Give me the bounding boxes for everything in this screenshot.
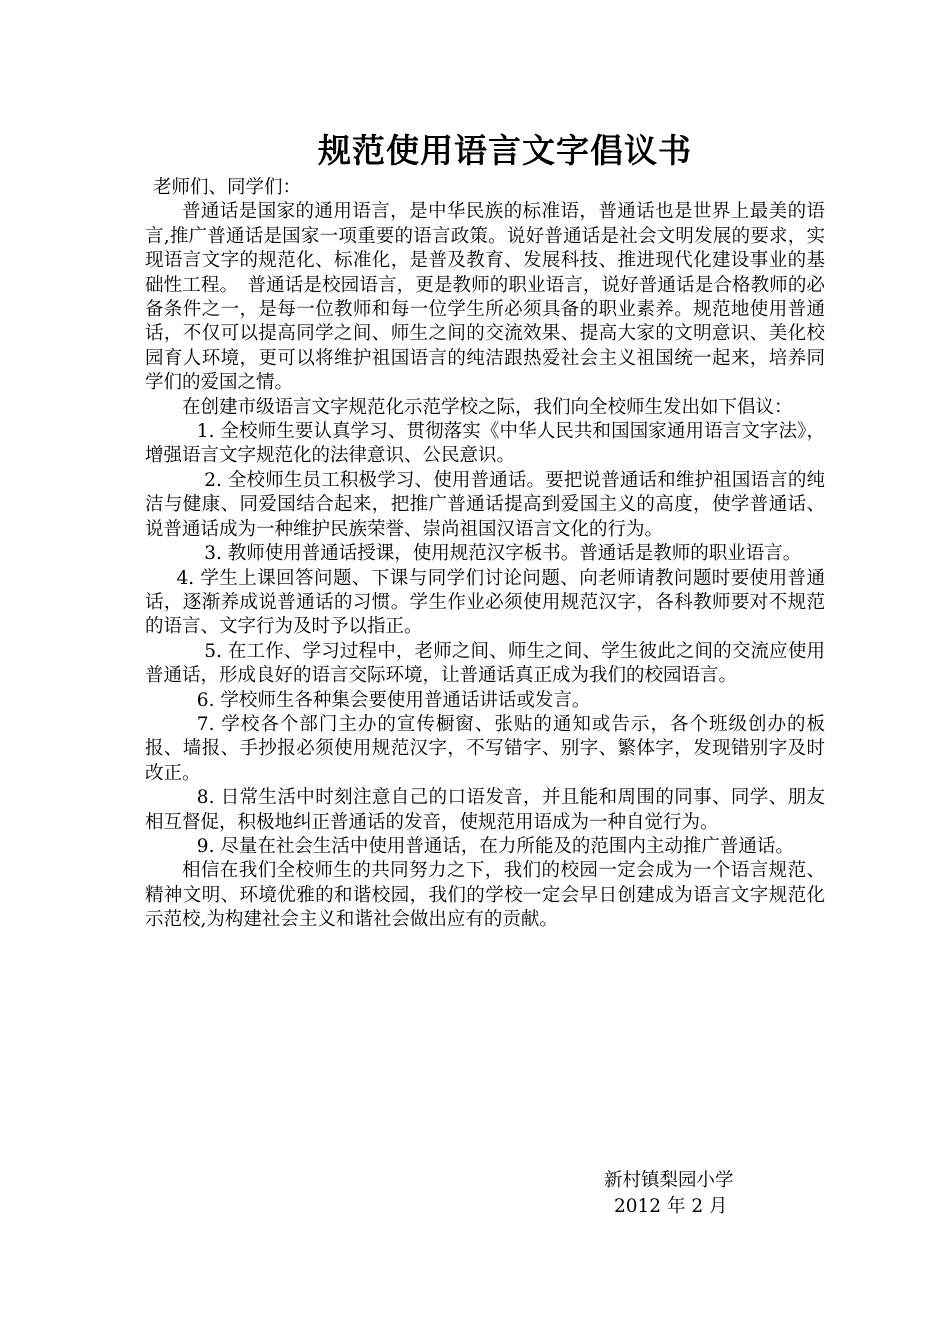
paragraph-intro: 普通话是国家的通用语言，是中华民族的标准语，普通话也是世界上最美的语言,推广普通话是国家一项重要的语言政策。说好普通话是社会文明发展的要求，实现语言文字的规范化、标准化，是普及教育、发展科技、推进现代化建设事业的基础性工程。 普通话是校园语言，更是教师的职业语言，说好普通话是合格教师的必备条件之一，是每一位教师和每一位学生所必须具备的职业素养。规范地使用普通话，不仅可以提高同学之间、师生之间的交流效果、提高大家的文明意识、美化校园育人环境，更可以将维护祖国语言的纯洁跟热爱社会主义祖国统一起来，培养同学们的爱国之情。 [145,201,825,394]
document-title: 规范使用语言文字倡议书 [318,131,692,170]
proposal-item-9: 9. 尽量在社会生活中使用普通话，在力所能及的范围内主动推广普通话。 [196,835,794,857]
document-body [145,176,825,933]
salutation: 老师们、同学们： [153,177,302,198]
signature-block [604,1168,734,1220]
proposal-item-8: 8. 日常生活中时刻注意自己的口语发音，并且能和周围的同事、同学、朋友相互督促，积极地纠正普通话的发音，使规范用语成为一种自觉行为。 [145,787,825,833]
proposal-item-1: 1. 全校师生要认真学习、贯彻落实《中华人民共和国国家通用语言文字法》，增强语言文字规范化的法律意识、公民意识。 [145,421,825,467]
signature-date: 2012 年 2 月 [614,1196,728,1217]
proposal-item-3: 3. 教师使用普通话授课，使用规范汉字板书。普通话是教师的职业语言。 [204,543,802,565]
proposal-item-4: 4. 学生上课回答问题、下课与同学们讨论问题、向老师请教问题时要使用普通话，逐渐养成说普通话的习惯。学生作业必须使用规范汉字，各科教师要对不规范的语言、文字行为及时予以指正。 [145,567,825,638]
proposal-item-6: 6. 学校师生各种集会要使用普通话讲话或发言。 [196,689,591,711]
paragraph-proposal-lead: 在创建市级语言文字规范化示范学校之际，我们向全校师生发出如下倡议： [182,396,793,418]
proposal-item-5: 5. 在工作、学习过程中，老师之间、师生之间、学生彼此之间的交流应使用普通话，形成良好的语言交际环境，让普通话真正成为我们的校园语言。 [145,640,825,687]
signature-organization: 新村镇梨园小学 [604,1170,734,1191]
paragraph-closing: 相信在我们全校师生的共同努力之下，我们的校园一定会成为一个语言规范、精神文明、环境优雅的和谐校园，我们的学校一定会早日创建成为语言文字规范化示范校,为构建社会主义和谐社会做出应有的贡献。 [145,860,825,931]
document-page [145,126,825,933]
proposal-item-7: 7. 学校各个部门主办的宣传橱窗、张贴的通知或告示，各个班级创办的板报、墙报、手抄报必须使用规范汉字，不写错字、别字、繁体字，发现错别字及时改正。 [145,713,825,784]
proposal-item-2: 2. 全校师生员工积极学习、使用普通话。要把说普通话和维护祖国语言的纯洁与健康、同爱国结合起来，把推广普通话提高到爱国主义的高度，使学普通话、说普通话成为一种维护民族荣誉、崇尚祖国汉语言文化的行为。 [145,469,825,540]
